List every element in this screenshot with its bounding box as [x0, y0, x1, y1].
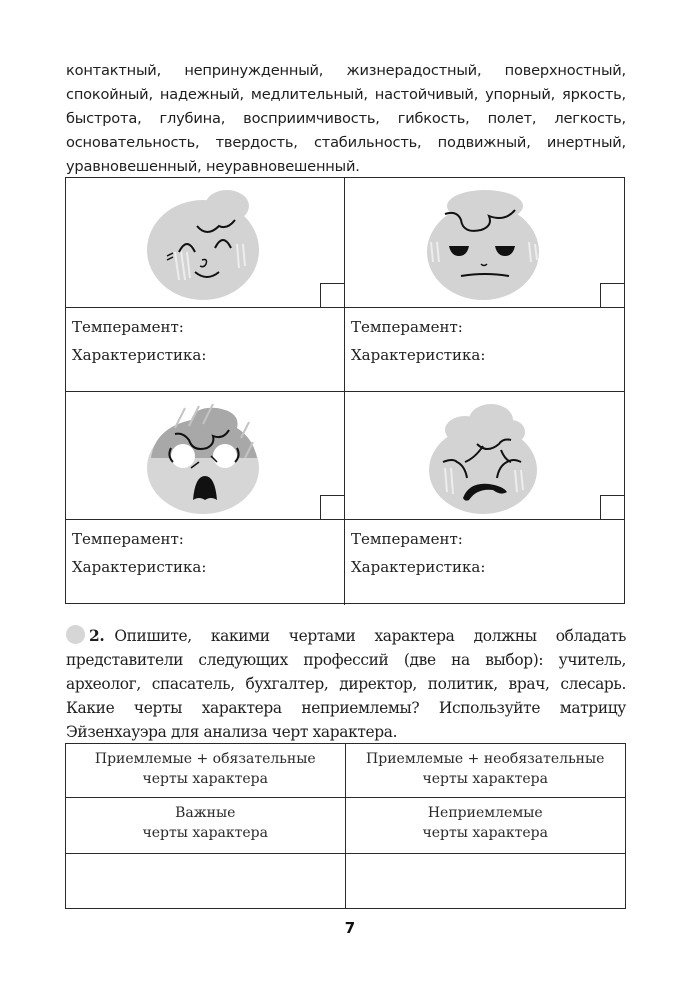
- matrix-cell-title: Важные: [175, 805, 236, 821]
- temperament-cell-3: [66, 392, 345, 605]
- task-text: Опишите, какими чертами характера должны обладать представители следующих профессий (две на выбор): учитель, археолог, спасатель, бухгалтер, директор, политик, врач, слесарь. Какие черты характера неприемлемы? Используйте матрицу Эйзенхауэра для анализа черт характера.: [66, 627, 626, 741]
- picture-area: [66, 178, 344, 308]
- matrix-cell-title: Неприемлемые: [427, 805, 543, 821]
- eisenhower-matrix: [65, 743, 626, 909]
- task-2: [66, 624, 626, 744]
- temperament-label: Темперамент:: [72, 530, 184, 548]
- temperament-label: Темперамент:: [351, 318, 463, 336]
- temperament-label: Темперамент:: [351, 530, 463, 548]
- temperament-label: Темперамент:: [72, 318, 184, 336]
- answer-checkbox[interactable]: [600, 495, 624, 519]
- page-number: 7: [344, 919, 356, 937]
- task-number: 2.: [89, 627, 105, 645]
- answer-checkbox[interactable]: [320, 495, 344, 519]
- matrix-cell-subtitle: черты характера: [422, 771, 548, 787]
- word-list-paragraph: контактный, непринужденный, жизнерадостный, поверхностный, спокойный, надежный, медлительный, настойчивый, упорный, яркость, быстрота, глубина, восприимчивость, гибкость, полет, легкость, основательность, твердость, стабильность, подвижный, инертный, уравновешенный, неуравновешенный.: [66, 62, 626, 175]
- scared-face-icon: [145, 398, 265, 516]
- bored-face-icon: [425, 184, 545, 302]
- temperament-cell-4: [345, 392, 624, 605]
- matrix-cell-unacceptable: [346, 798, 626, 854]
- characteristic-label: Характеристика:: [72, 346, 207, 364]
- temperament-cell-1: [66, 178, 345, 392]
- matrix-cell-acceptable-mandatory: [66, 744, 346, 798]
- picture-area: [345, 392, 624, 520]
- matrix-cell-title: Приемлемые + обязательные: [94, 751, 316, 767]
- answer-checkbox[interactable]: [600, 283, 624, 307]
- temperament-cell-2: [345, 178, 624, 392]
- answer-checkbox[interactable]: [320, 283, 344, 307]
- happy-face-icon: [145, 184, 265, 302]
- temperament-grid: [65, 177, 625, 604]
- matrix-cell-subtitle: черты характера: [422, 825, 548, 841]
- matrix-cell-important: [66, 798, 346, 854]
- crying-face-icon: [425, 398, 545, 516]
- characteristic-label: Характеристика:: [72, 558, 207, 576]
- matrix-answer-cell-right[interactable]: [346, 854, 626, 908]
- matrix-cell-subtitle: черты характера: [142, 771, 268, 787]
- picture-area: [345, 178, 624, 308]
- task-bullet-icon: [66, 625, 85, 644]
- matrix-cell-subtitle: черты характера: [142, 825, 268, 841]
- matrix-cell-title: Приемлемые + необязательные: [366, 751, 605, 767]
- characteristic-label: Характеристика:: [351, 346, 486, 364]
- matrix-cell-acceptable-optional: [346, 744, 626, 798]
- picture-area: [66, 392, 344, 520]
- characteristic-label: Характеристика:: [351, 558, 486, 576]
- matrix-answer-cell-left[interactable]: [66, 854, 346, 908]
